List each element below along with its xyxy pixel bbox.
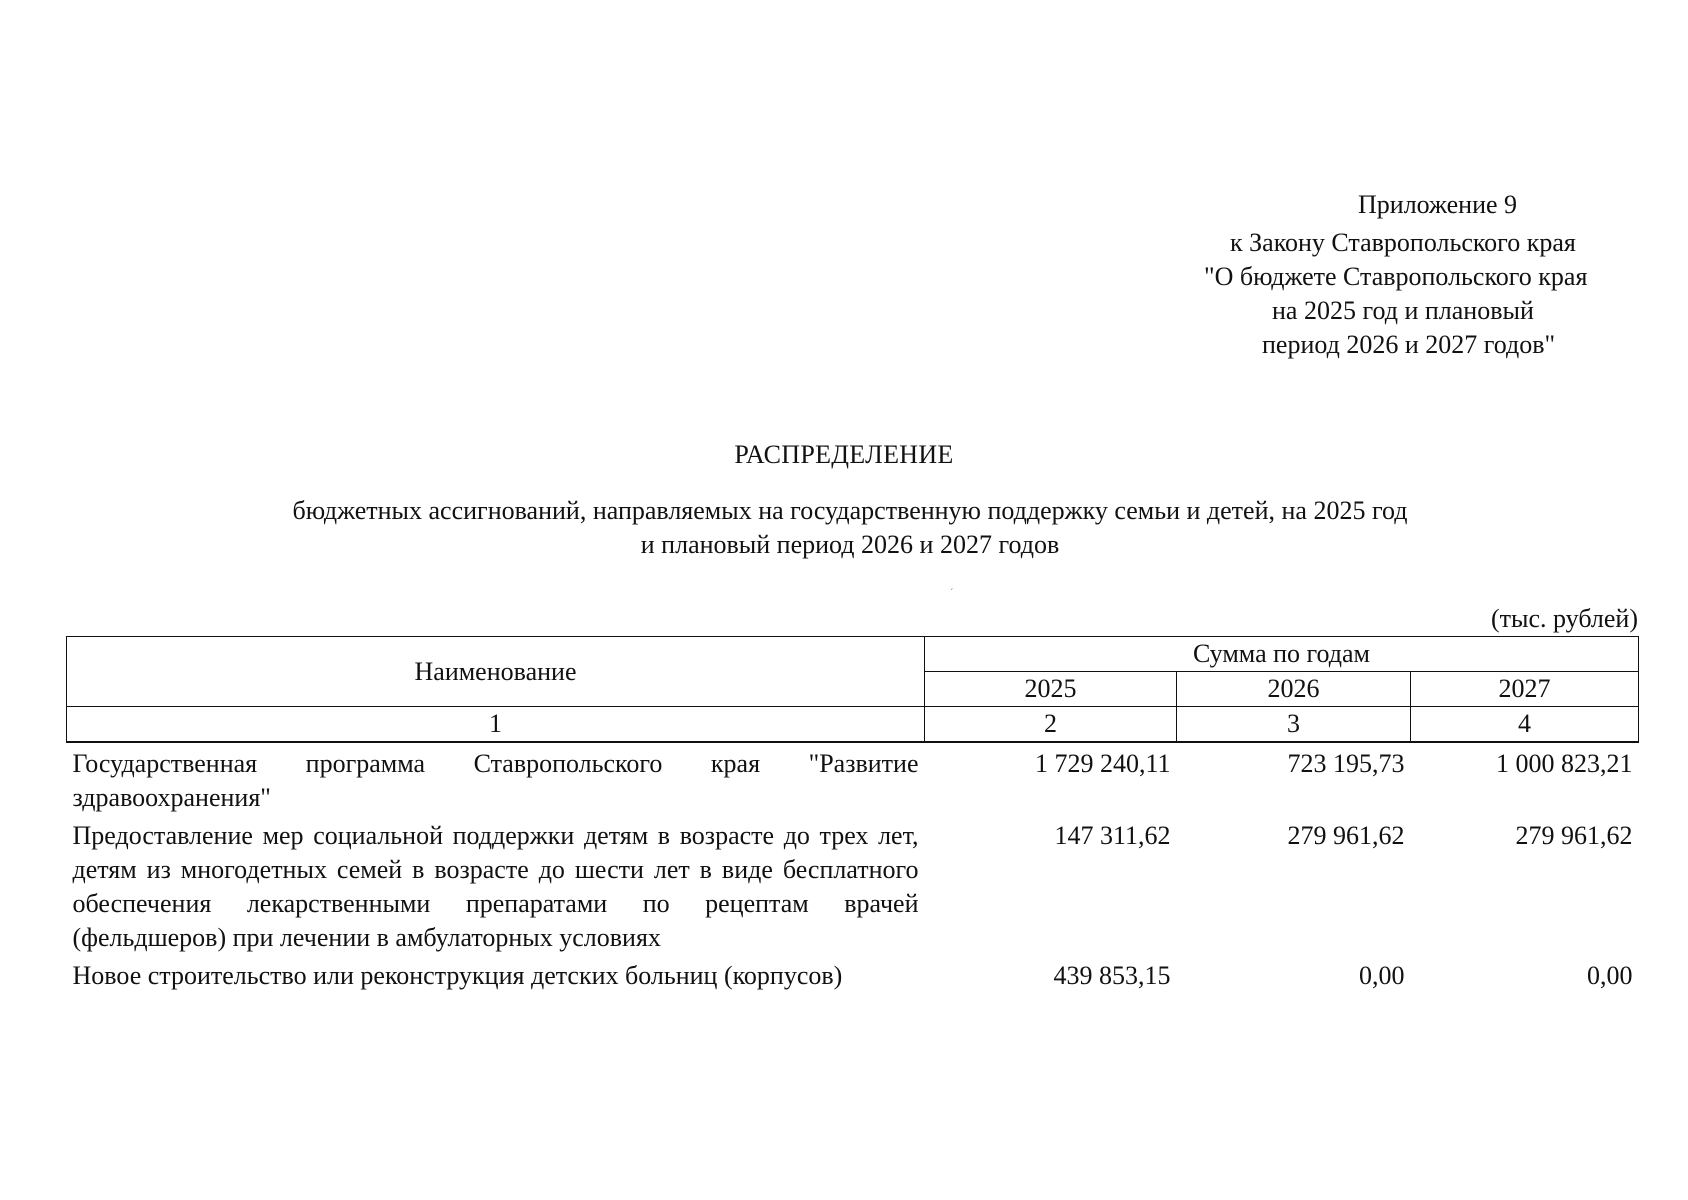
column-number: 4 xyxy=(1411,707,1639,743)
header-sum-by-years: Сумма по годам xyxy=(925,637,1639,672)
row-value-2026: 723 195,73 xyxy=(1287,749,1405,778)
row-name: Предоставление мер социальной поддержки детям в возрасте до трех лет, детям из многодетных семей в возрасте до шести лет в виде бесплатного обеспечения лекарственными препаратами по рецептам врачей (фельдшеров) при лечении в амбулаторных условиях xyxy=(72,821,919,952)
column-number: 1 xyxy=(67,707,925,743)
document-subtitle xyxy=(250,494,1450,562)
row-value-2026: 279 961,62 xyxy=(1287,821,1405,850)
column-number-row xyxy=(67,707,1639,743)
row-value-2025: 147 311,62 xyxy=(1054,821,1171,850)
table-row xyxy=(67,815,1639,955)
row-name: Государственная программа Ставропольского края "Развитие здравоохранения" xyxy=(72,749,919,812)
appendix-law-line: к Закону Ставропольского края xyxy=(1230,228,1576,257)
column-number: 3 xyxy=(1177,707,1411,743)
appendix-law-title-line-3: период 2026 и 2027 годов" xyxy=(1262,330,1556,359)
scan-speck: ´ xyxy=(950,588,954,599)
row-value-2027: 279 961,62 xyxy=(1515,821,1633,850)
row-name: Новое строительство или реконструкция детских больниц (корпусов) xyxy=(72,961,843,990)
row-value-2026: 0,00 xyxy=(1359,961,1405,990)
row-value-2027: 0,00 xyxy=(1587,961,1633,990)
document-title: РАСПРЕДЕЛЕНИЕ xyxy=(734,440,954,469)
table-header xyxy=(67,637,1639,707)
subtitle-line-2: и плановый период 2026 и 2027 годов xyxy=(640,530,1060,559)
allocation-table xyxy=(66,636,1639,993)
appendix-law-title-line-1: "О бюджете Ставропольского края xyxy=(1204,262,1588,291)
appendix-number: Приложение 9 xyxy=(1358,190,1518,219)
row-value-2025: 1 729 240,11 xyxy=(1034,749,1171,778)
header-year-2025: 2025 xyxy=(925,672,1177,707)
column-number: 2 xyxy=(925,707,1177,743)
row-value-2027: 1 000 823,21 xyxy=(1496,749,1633,778)
row-value-2025: 439 853,15 xyxy=(1053,961,1171,990)
units-label: (тыс. рублей) xyxy=(1490,604,1638,633)
header-year-2026: 2026 xyxy=(1177,672,1411,707)
header-name: Наименование xyxy=(67,637,925,707)
table-row xyxy=(67,742,1639,815)
table-row xyxy=(67,955,1639,993)
header-year-2027: 2027 xyxy=(1411,672,1639,707)
appendix-law-title-line-2: на 2025 год и плановый xyxy=(1272,296,1534,325)
subtitle-line-1: бюджетных ассигнований, направляемых на государственную поддержку семьи и детей, на 2025 год xyxy=(292,496,1408,525)
appendix-reference xyxy=(1180,188,1660,362)
